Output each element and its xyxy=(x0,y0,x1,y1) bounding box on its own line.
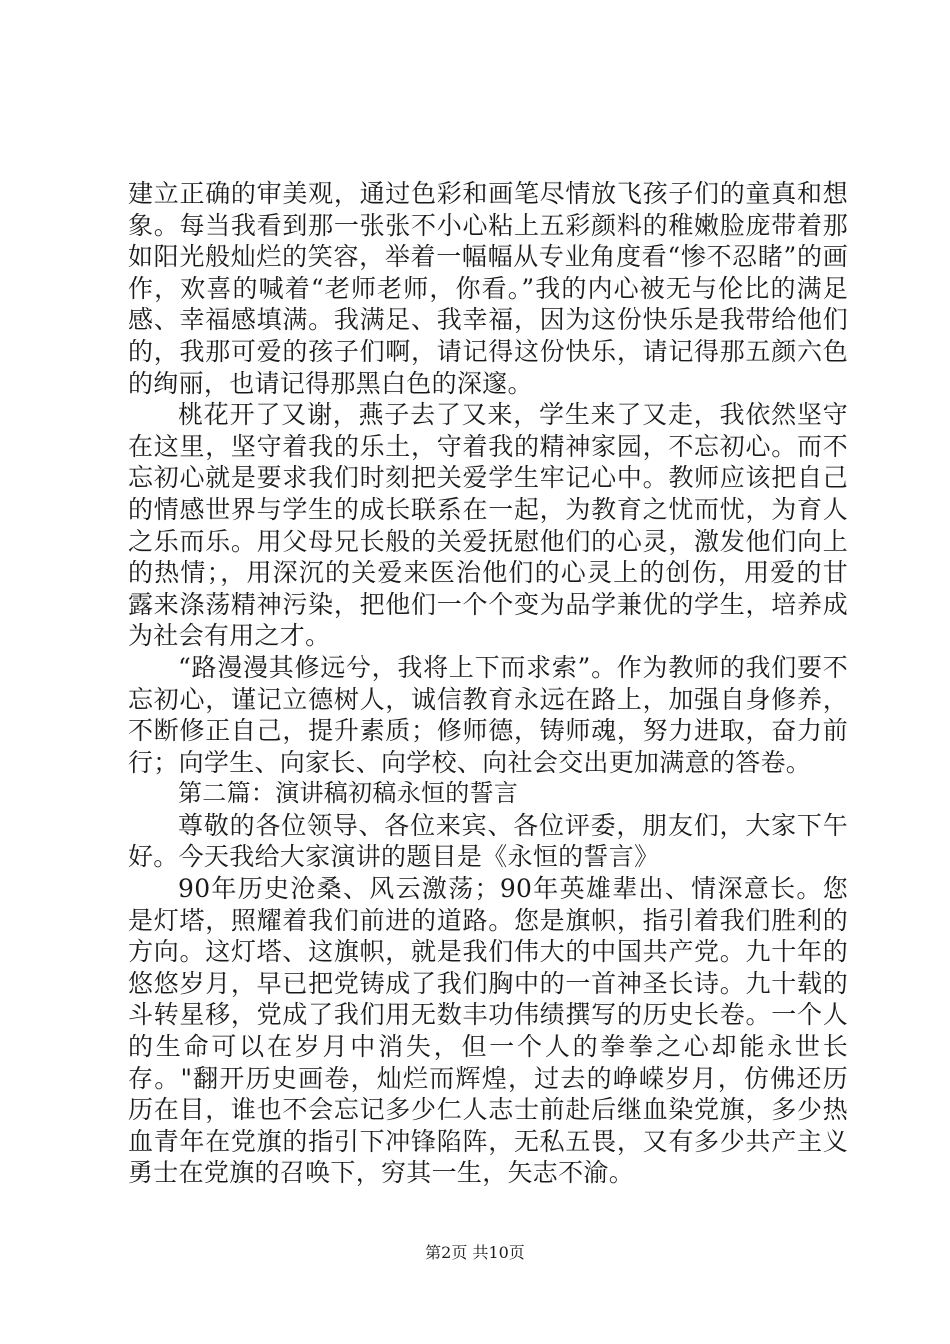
paragraph-peach-blossom: 桃花开了又谢，燕子去了又来，学生来了又走，我依然坚守在这里，坚守着我的乐土，守着我的精神家园，不忘初心。而不忘初心就是要求我们时刻把关爱学生牢记心中。教师应该把自己的情感世界与学生的成长联系在一起，为教育之忧而忧，为育人之乐而乐。用父母兄长般的关爱抚慰他们的心灵，激发他们向上的热情；，用深沉的关爱来医治他们的心灵上的创伤，用爱的甘露来涤荡精神污染，把他们一个个变为品学兼优的学生，培养成为社会有用之才。 xyxy=(128,400,848,651)
paragraph-long-road: “路漫漫其修远兮，我将上下而求索”。作为教师的我们要不忘初心，谨记立德树人，诚信教育永远在路上，加强自身修养，不断修正自己，提升素质；修师德，铸师魂，努力进取，奋力前行；向学生、向家长、向学校、向社会交出更加满意的答卷。 xyxy=(128,652,848,777)
document-body xyxy=(128,178,848,1189)
paragraph-history: 90年历史沧桑、风云激荡；90年英雄辈出、情深意长。您是灯塔，照耀着我们前进的道路。您是旗帜，指引着我们胜利的方向。这灯塔、这旗帜，就是我们伟大的中国共产党。九十年的悠悠岁月，早已把党铸成了我们胸中的一首神圣长诗。九十载的斗转星移，党成了我们用无数丰功伟绩撰写的历史长卷。一个人的生命可以在岁月中消失，但一个人的拳拳之心却能永世长存。"翻开历史画卷，灿烂而辉煌，过去的峥嵘岁月，仿佛还历历在目，谁也不会忘记多少仁人志士前赴后继血染党旗，多少热血青年在党旗的指引下冲锋陷阵，无私五畏，又有多少共产主义勇士在党旗的召唤下，穷其一生，矢志不渝。 xyxy=(128,874,848,1188)
section-heading: 第二篇：演讲稿初稿永恒的誓言 xyxy=(178,779,519,808)
paragraph-greeting: 尊敬的各位领导、各位来宾、各位评委，朋友们，大家下午好。今天我给大家演讲的题目是《永恒的誓言》 xyxy=(128,810,848,872)
page-number-footer: 第2页 共10页 xyxy=(425,1243,525,1262)
paragraph-continuation: 建立正确的审美观，通过色彩和画笔尽情放飞孩子们的童真和想象。每当我看到那一张张不小心粘上五彩颜料的稚嫩脸庞带着那如阳光般灿烂的笑容，举着一幅幅从专业角度看“惨不忍睹”的画作，欢喜的喊着“老师老师，你看。”我的内心被无与伦比的满足感、幸福感填满。我满足、我幸福，因为这份快乐是我带给他们的，我那可爱的孩子们啊，请记得这份快乐，请记得那五颜六色的绚丽，也请记得那黑白色的深邃。 xyxy=(128,179,848,398)
